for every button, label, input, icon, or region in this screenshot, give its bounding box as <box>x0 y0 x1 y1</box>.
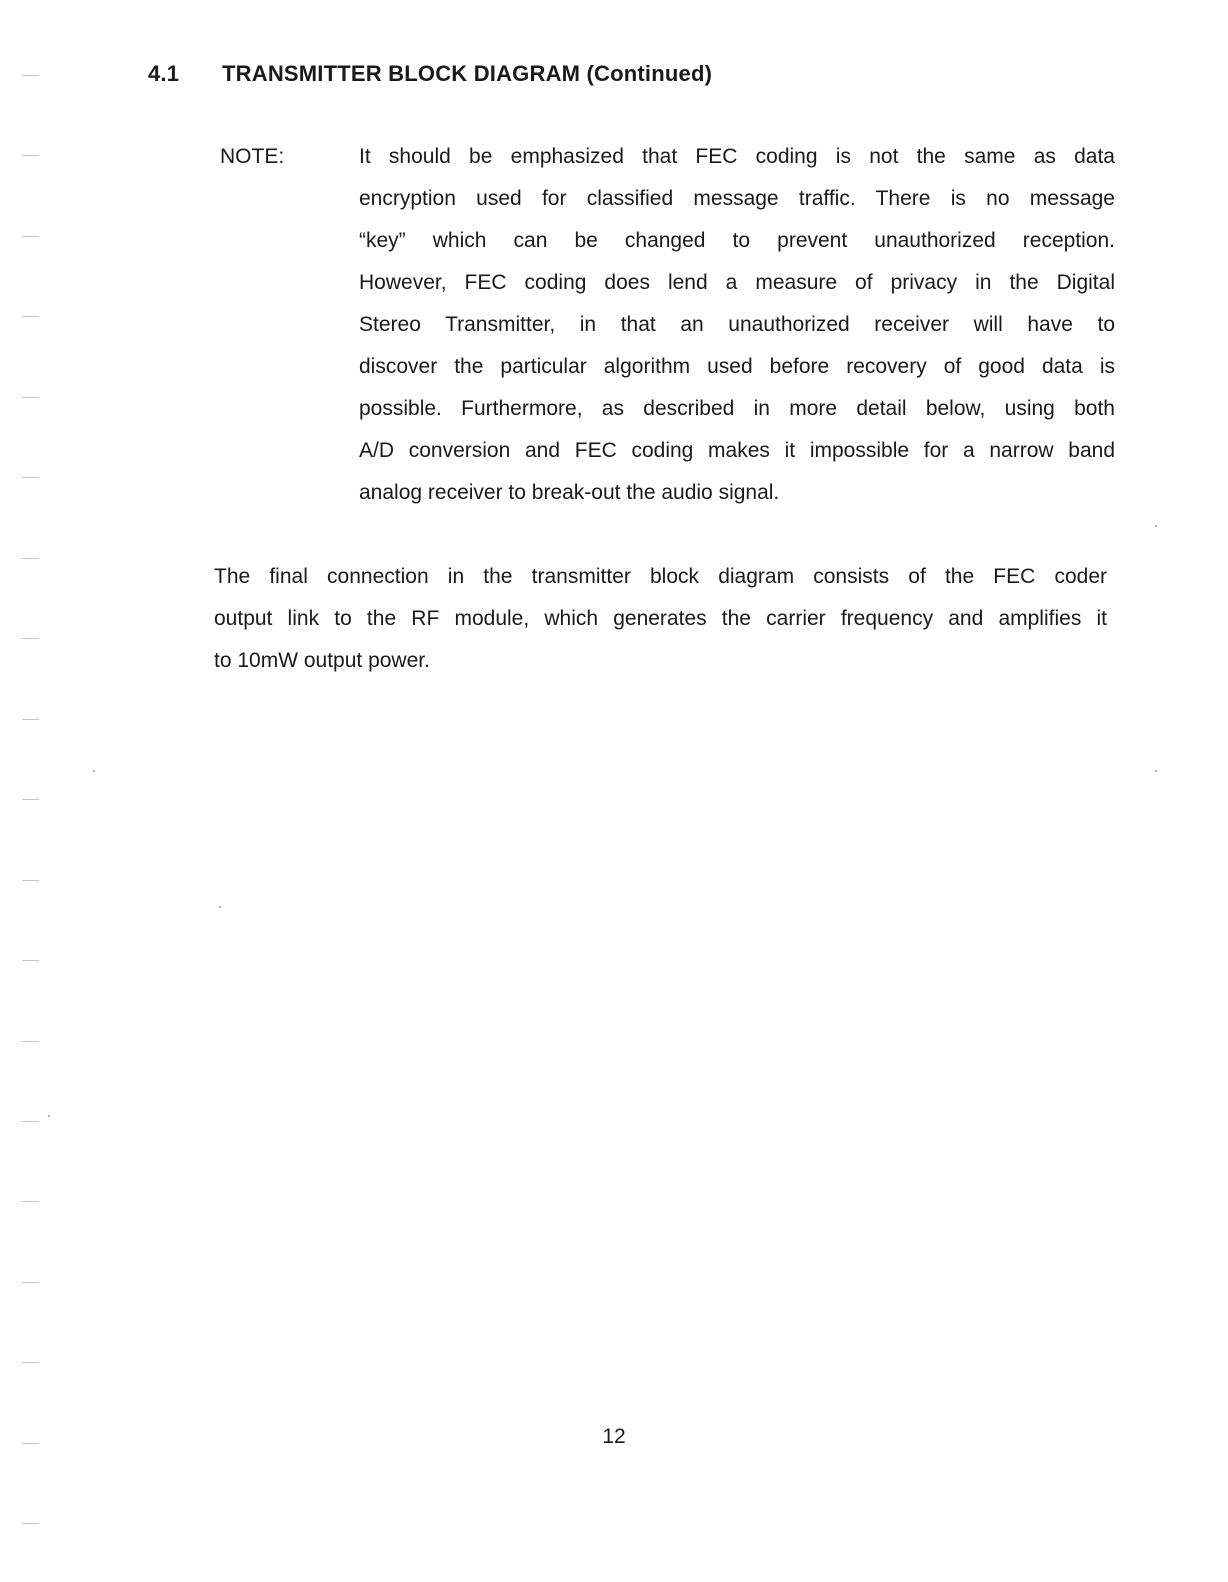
margin-tick <box>22 155 39 156</box>
scan-speck <box>1155 525 1157 527</box>
margin-tick <box>22 1201 39 1202</box>
margin-tick <box>22 1041 39 1042</box>
scan-speck <box>93 770 95 772</box>
margin-tick <box>22 880 39 881</box>
margin-tick <box>22 1523 39 1524</box>
binding-margin-marks <box>22 0 42 1582</box>
margin-tick <box>22 799 39 800</box>
margin-tick <box>22 960 39 961</box>
section-number: 4.1 <box>148 61 180 86</box>
margin-tick <box>22 477 39 478</box>
section-title: TRANSMITTER BLOCK DIAGRAM (Continued) <box>222 61 713 86</box>
scan-speck <box>1155 770 1157 772</box>
margin-tick <box>22 1362 39 1363</box>
note-line: Stereo Transmitter, in that an unauthorized receiver will have to <box>359 313 1115 336</box>
section-heading <box>148 60 712 88</box>
margin-tick <box>22 1121 39 1122</box>
paragraph-line: output link to the RF module, which generates the carrier frequency and amplifies it <box>214 607 1107 630</box>
scan-speck <box>48 1115 50 1117</box>
scan-speck <box>219 906 221 908</box>
note-text <box>359 143 1115 521</box>
margin-tick <box>22 397 39 398</box>
note-line: A/D conversion and FEC coding makes it impossible for a narrow band <box>359 439 1115 462</box>
margin-tick <box>22 236 39 237</box>
note-line: encryption used for classified message traffic. There is no message <box>359 187 1115 210</box>
note-line: It should be emphasized that FEC coding is not the same as data <box>359 145 1115 168</box>
margin-tick <box>22 1282 39 1283</box>
margin-tick <box>22 75 39 76</box>
margin-tick <box>22 638 39 639</box>
paragraph-line: The final connection in the transmitter block diagram consists of the FEC coder <box>214 565 1107 588</box>
margin-tick <box>22 558 39 559</box>
note-line: possible. Furthermore, as described in more detail below, using both <box>359 397 1115 420</box>
note-label: NOTE: <box>220 145 285 168</box>
margin-tick <box>22 719 39 720</box>
note-line: analog receiver to break-out the audio signal. <box>359 481 780 504</box>
page-number: 12 <box>602 1425 626 1448</box>
body-paragraph <box>214 563 1107 689</box>
paragraph-line: to 10mW output power. <box>214 649 430 672</box>
note-line: However, FEC coding does lend a measure of privacy in the Digital <box>359 271 1115 294</box>
margin-tick <box>22 316 39 317</box>
note-line: discover the particular algorithm used before recovery of good data is <box>359 355 1115 378</box>
note-line: “key” which can be changed to prevent unauthorized reception. <box>359 229 1115 252</box>
